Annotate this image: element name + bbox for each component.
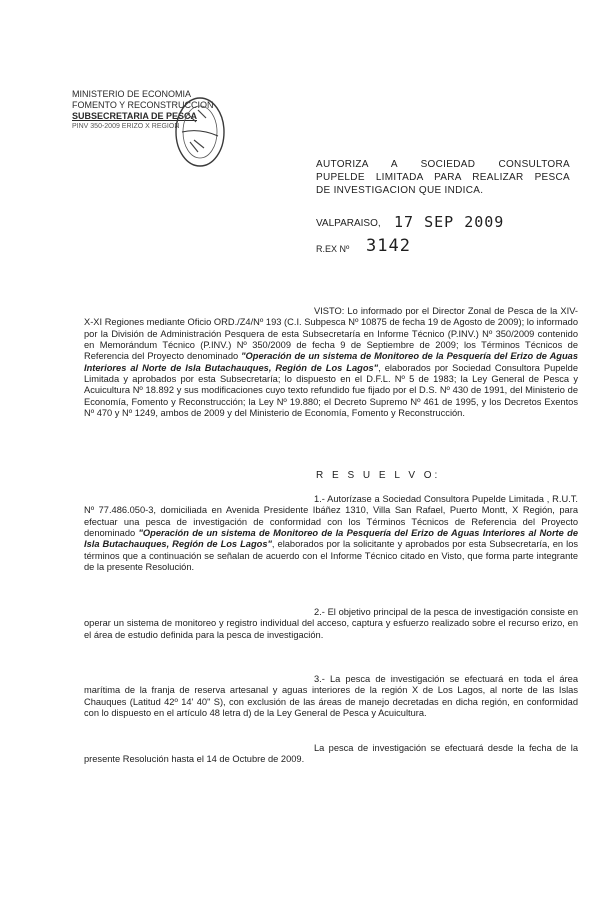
article-1-project-name: "Operación de un sistema de Monitoreo de la Pesquería del Erizo de Aguas Interiores al Norte de Isla Butachauques, Región de Los Lagos" xyxy=(84,528,578,550)
letterhead-line-1: MINISTERIO DE ECONOMIA xyxy=(72,89,192,99)
rex-number: 3142 xyxy=(366,236,411,256)
article-2-text: 2.- El objetivo principal de la pesca de investigación consiste en operar un sistema de monitoreo y registro individual del acceso, captura y esfuerzo realizado sobre el recurso erizo, en el área de estudio definida para la pesca de investigación. xyxy=(84,607,578,640)
visto-text-2: , elaborados por Sociedad Consultora Pupelde Limitada y aprobados por esta Subsecretaría; lo dispuesto en el D.F.L. Nº 5 de 1983; la Ley General de Pesca y Acuicultura Nº 18.892 y sus modificaciones cuyo texto refundido fue fijado por el D.S. Nº 430 de 1991, del Ministerio de Economía, Fomento y Reconstrucción; la Ley Nº 19.880; el Decreto Supremo Nº 461 de 1995, y los Decretos Exentos Nº 470 y Nº 1249, ambos de 2009 y del Ministerio de Economía, Fomento y Reconstrucción. xyxy=(84,362,578,419)
article-1-text-1: 1.- Autorízase a Sociedad Consultora Pupelde Limitada , R.U.T. Nº 77.486.050-3, domiciliada en Avenida Presidente Ibáñez 1310, Villa San Rafael, Puerto Montt, X Región, para efectuar una pesca de investigación de conformidad con los Términos Técnicos de Referencia del Proyecto denominado xyxy=(84,494,578,539)
article-3-period-text: La pesca de investigación se efectuará desde la fecha de la presente Resolución hasta el 14 de Octubre de 2009. xyxy=(84,743,578,765)
date-stamp: 17 SEP 2009 xyxy=(394,213,505,231)
resolution-title xyxy=(316,158,570,197)
article-3-period xyxy=(84,743,578,766)
title-line-2: PUPELDE LIMITADA PARA REALIZAR PESCA xyxy=(316,172,570,183)
letterhead-line-2: FOMENTO Y RECONSTRUCCION xyxy=(72,100,214,110)
title-line-1: AUTORIZA A SOCIEDAD CONSULTORA xyxy=(316,159,570,170)
rex-label: R.EX Nº xyxy=(316,244,350,254)
letterhead-reference: PINV 350-2009 ERIZO X REGION xyxy=(72,123,180,130)
article-1 xyxy=(84,494,578,573)
resuelvo-heading: R E S U E L V O: xyxy=(316,470,441,481)
article-3-text: 3.- La pesca de investigación se efectuará en toda el área marítima de la franja de reserva artesanal y aguas interiores de la región X de Los Lagos, al norte de las Islas Chauques (Latitud 42º 14' 40" S), con exclusión de las áreas de manejo decretadas en dicha región, en conformidad con lo dispuesto en el artículo 48 letra d) de la Ley General de Pesca y Acuicultura. xyxy=(84,674,578,719)
article-1-text-2: , elaborados por la solicitante y aprobados por esta Subsecretaría, en los términos que a continuación se señalan de acuerdo con el Informe Técnico citado en Visto, que forma parte integrante de la presente Resolución. xyxy=(84,539,579,573)
visto-project-name: "Operación de un sistema de Monitoreo de la Pesquería del Erizo de Aguas Interiores al Norte de Isla Butachauques, Región de Los Lagos" xyxy=(84,351,578,373)
visto-text-1: VISTO: Lo informado por el Director Zonal de Pesca de la XIV-X-XI Regiones mediante Oficio ORD./Z4/Nº 193 (C.I. Subpesca Nº 10875 de fecha 19 de Agosto de 2009); lo informado por la División de Administración Pesquera de esta Subsecretaría en Informe Técnico (P.INV.) Nº 350/2009 contenido en Memorándum Técnico (P.INV.) Nº 350/2009 de fecha 9 de Septiembre de 2009; los Términos Técnicos de Referencia del Proyecto denominado xyxy=(84,306,578,362)
official-seal-stamp xyxy=(168,92,228,172)
letterhead-line-3: SUBSECRETARIA DE PESCA xyxy=(72,111,198,121)
title-line-3: DE INVESTIGACION QUE INDICA. xyxy=(316,185,484,196)
visto-paragraph xyxy=(84,306,578,419)
article-3 xyxy=(84,674,578,719)
place-label: VALPARAISO, xyxy=(316,218,381,229)
article-2 xyxy=(84,607,578,641)
